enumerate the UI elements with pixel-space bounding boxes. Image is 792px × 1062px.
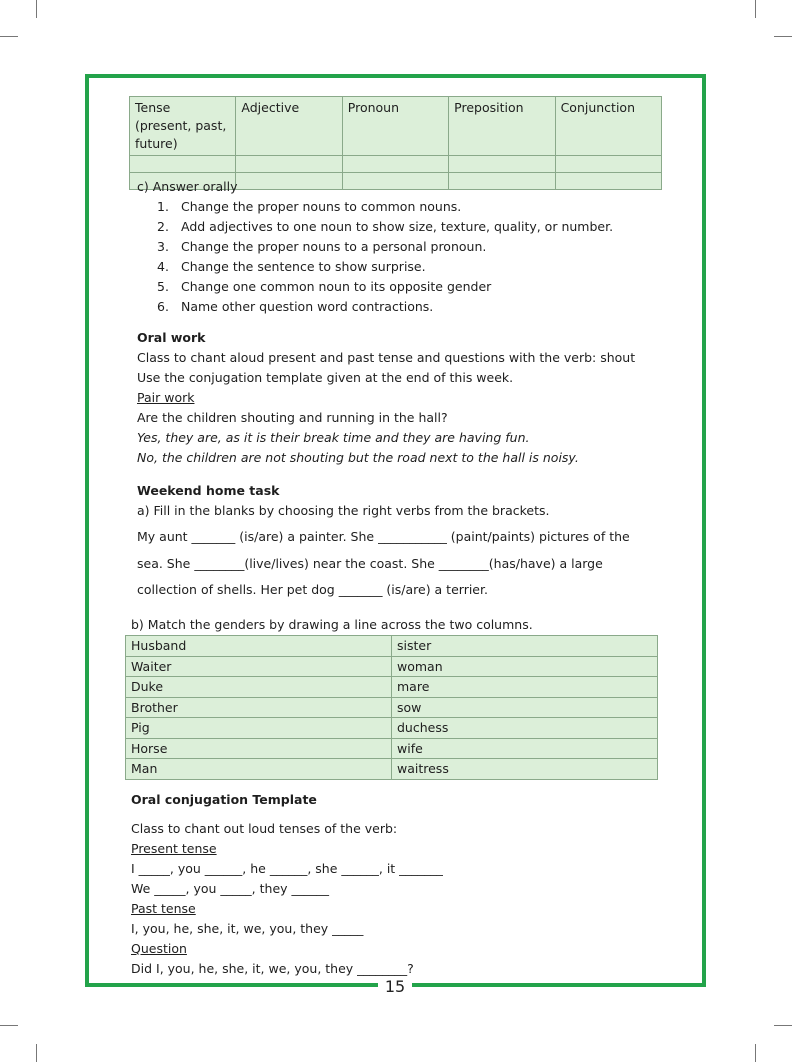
table-header: Pronoun	[342, 97, 448, 156]
list-item	[157, 198, 461, 216]
crop-mark	[0, 36, 18, 37]
fill-blank-paragraph: collection of shells. Her pet dog _______ (is/are) a terrier.	[137, 582, 488, 597]
present-tense-heading: Present tense	[131, 841, 217, 856]
genders-table	[125, 635, 658, 780]
oral-work-text: Class to chant aloud present and past tense and questions with the verb: shout	[137, 350, 636, 365]
gender-left[interactable]: Waiter	[126, 656, 392, 677]
list-number: 4.	[157, 259, 169, 274]
list-number: 2.	[157, 219, 169, 234]
parts-of-speech-table	[129, 96, 662, 190]
list-item	[157, 278, 491, 296]
list-number: 5.	[157, 279, 169, 294]
list-text: Change the proper nouns to a personal pronoun.	[181, 239, 487, 254]
table-row	[126, 759, 658, 780]
oral-work-heading: Oral work	[137, 330, 206, 345]
list-number: 6.	[157, 299, 169, 314]
table-cell[interactable]	[555, 156, 661, 173]
past-tense-heading: Past tense	[131, 901, 196, 916]
list-text: Change the proper nouns to common nouns.	[181, 199, 462, 214]
present-tense-line: We _____, you _____, they ______	[131, 881, 330, 896]
table-cell[interactable]	[449, 173, 555, 190]
list-number: 3.	[157, 239, 169, 254]
gender-left[interactable]: Brother	[126, 697, 392, 718]
table-cell[interactable]	[342, 156, 448, 173]
gender-left[interactable]: Husband	[126, 636, 392, 657]
conjugation-intro: Class to chant out loud tenses of the verb:	[131, 821, 398, 836]
pair-work-answer: Yes, they are, as it is their break time and they are having fun.	[137, 430, 530, 445]
pair-work-question: Are the children shouting and running in the hall?	[137, 410, 448, 425]
pair-work-answer: No, the children are not shouting but the road next to the hall is noisy.	[137, 450, 579, 465]
crop-mark	[36, 1044, 37, 1062]
table-row	[126, 697, 658, 718]
question-heading: Question	[131, 941, 187, 956]
oral-work-text: Use the conjugation template given at the end of this week.	[137, 370, 514, 385]
crop-mark	[755, 0, 756, 18]
table-cell[interactable]	[236, 156, 342, 173]
table-header: Tense (present, past, future)	[130, 97, 236, 156]
gender-right[interactable]: woman	[392, 656, 658, 677]
table-row	[126, 677, 658, 698]
crop-mark	[0, 1025, 18, 1026]
table-row	[126, 718, 658, 739]
crop-mark	[755, 1044, 756, 1062]
gender-left[interactable]: Man	[126, 759, 392, 780]
fill-blank-paragraph: sea. She ________(live/lives) near the coast. She ________(has/have) a large	[137, 556, 603, 571]
table-row	[126, 656, 658, 677]
table-row	[126, 636, 658, 657]
list-item	[157, 298, 433, 316]
list-text: Add adjectives to one noun to show size, texture, quality, or number.	[181, 219, 614, 234]
gender-right[interactable]: sister	[392, 636, 658, 657]
list-text: Change one common noun to its opposite gender	[181, 279, 492, 294]
weekend-task-heading: Weekend home task	[137, 483, 280, 498]
gender-left[interactable]: Horse	[126, 738, 392, 759]
conjugation-heading: Oral conjugation Template	[131, 792, 317, 807]
table-header: Adjective	[236, 97, 342, 156]
list-number: 1.	[157, 199, 169, 214]
present-tense-line: I _____, you ______, he ______, she ______, it _______	[131, 861, 443, 876]
gender-right[interactable]: mare	[392, 677, 658, 698]
gender-right[interactable]: duchess	[392, 718, 658, 739]
table-cell[interactable]	[555, 173, 661, 190]
table-header: Preposition	[449, 97, 555, 156]
list-item	[157, 218, 613, 236]
table-header: Conjunction	[555, 97, 661, 156]
list-text: Name other question word contractions.	[181, 299, 434, 314]
table-row	[130, 156, 662, 173]
question-line: Did I, you, he, she, it, we, you, they ________?	[131, 961, 414, 976]
instruction-a: a) Fill in the blanks by choosing the right verbs from the brackets.	[137, 503, 550, 518]
list-text: Change the sentence to show surprise.	[181, 259, 426, 274]
gender-left[interactable]: Duke	[126, 677, 392, 698]
list-item	[157, 258, 426, 276]
table-cell[interactable]	[342, 173, 448, 190]
fill-blank-paragraph: My aunt _______ (is/are) a painter. She ___________ (paint/paints) pictures of the	[137, 529, 630, 544]
crop-mark	[36, 0, 37, 18]
instruction-b: b) Match the genders by drawing a line across the two columns.	[131, 617, 533, 632]
page-number: 15	[378, 975, 412, 999]
past-tense-line: I, you, he, she, it, we, you, they _____	[131, 921, 364, 936]
list-item	[157, 238, 486, 256]
gender-right[interactable]: sow	[392, 697, 658, 718]
gender-right[interactable]: waitress	[392, 759, 658, 780]
gender-left[interactable]: Pig	[126, 718, 392, 739]
table-cell[interactable]	[130, 156, 236, 173]
table-cell[interactable]	[236, 173, 342, 190]
answer-orally-heading: c) Answer orally	[137, 179, 238, 194]
crop-mark	[774, 1025, 792, 1026]
pair-work-heading: Pair work	[137, 390, 195, 405]
crop-mark	[774, 36, 792, 37]
gender-right[interactable]: wife	[392, 738, 658, 759]
table-cell[interactable]	[449, 156, 555, 173]
table-row	[126, 738, 658, 759]
